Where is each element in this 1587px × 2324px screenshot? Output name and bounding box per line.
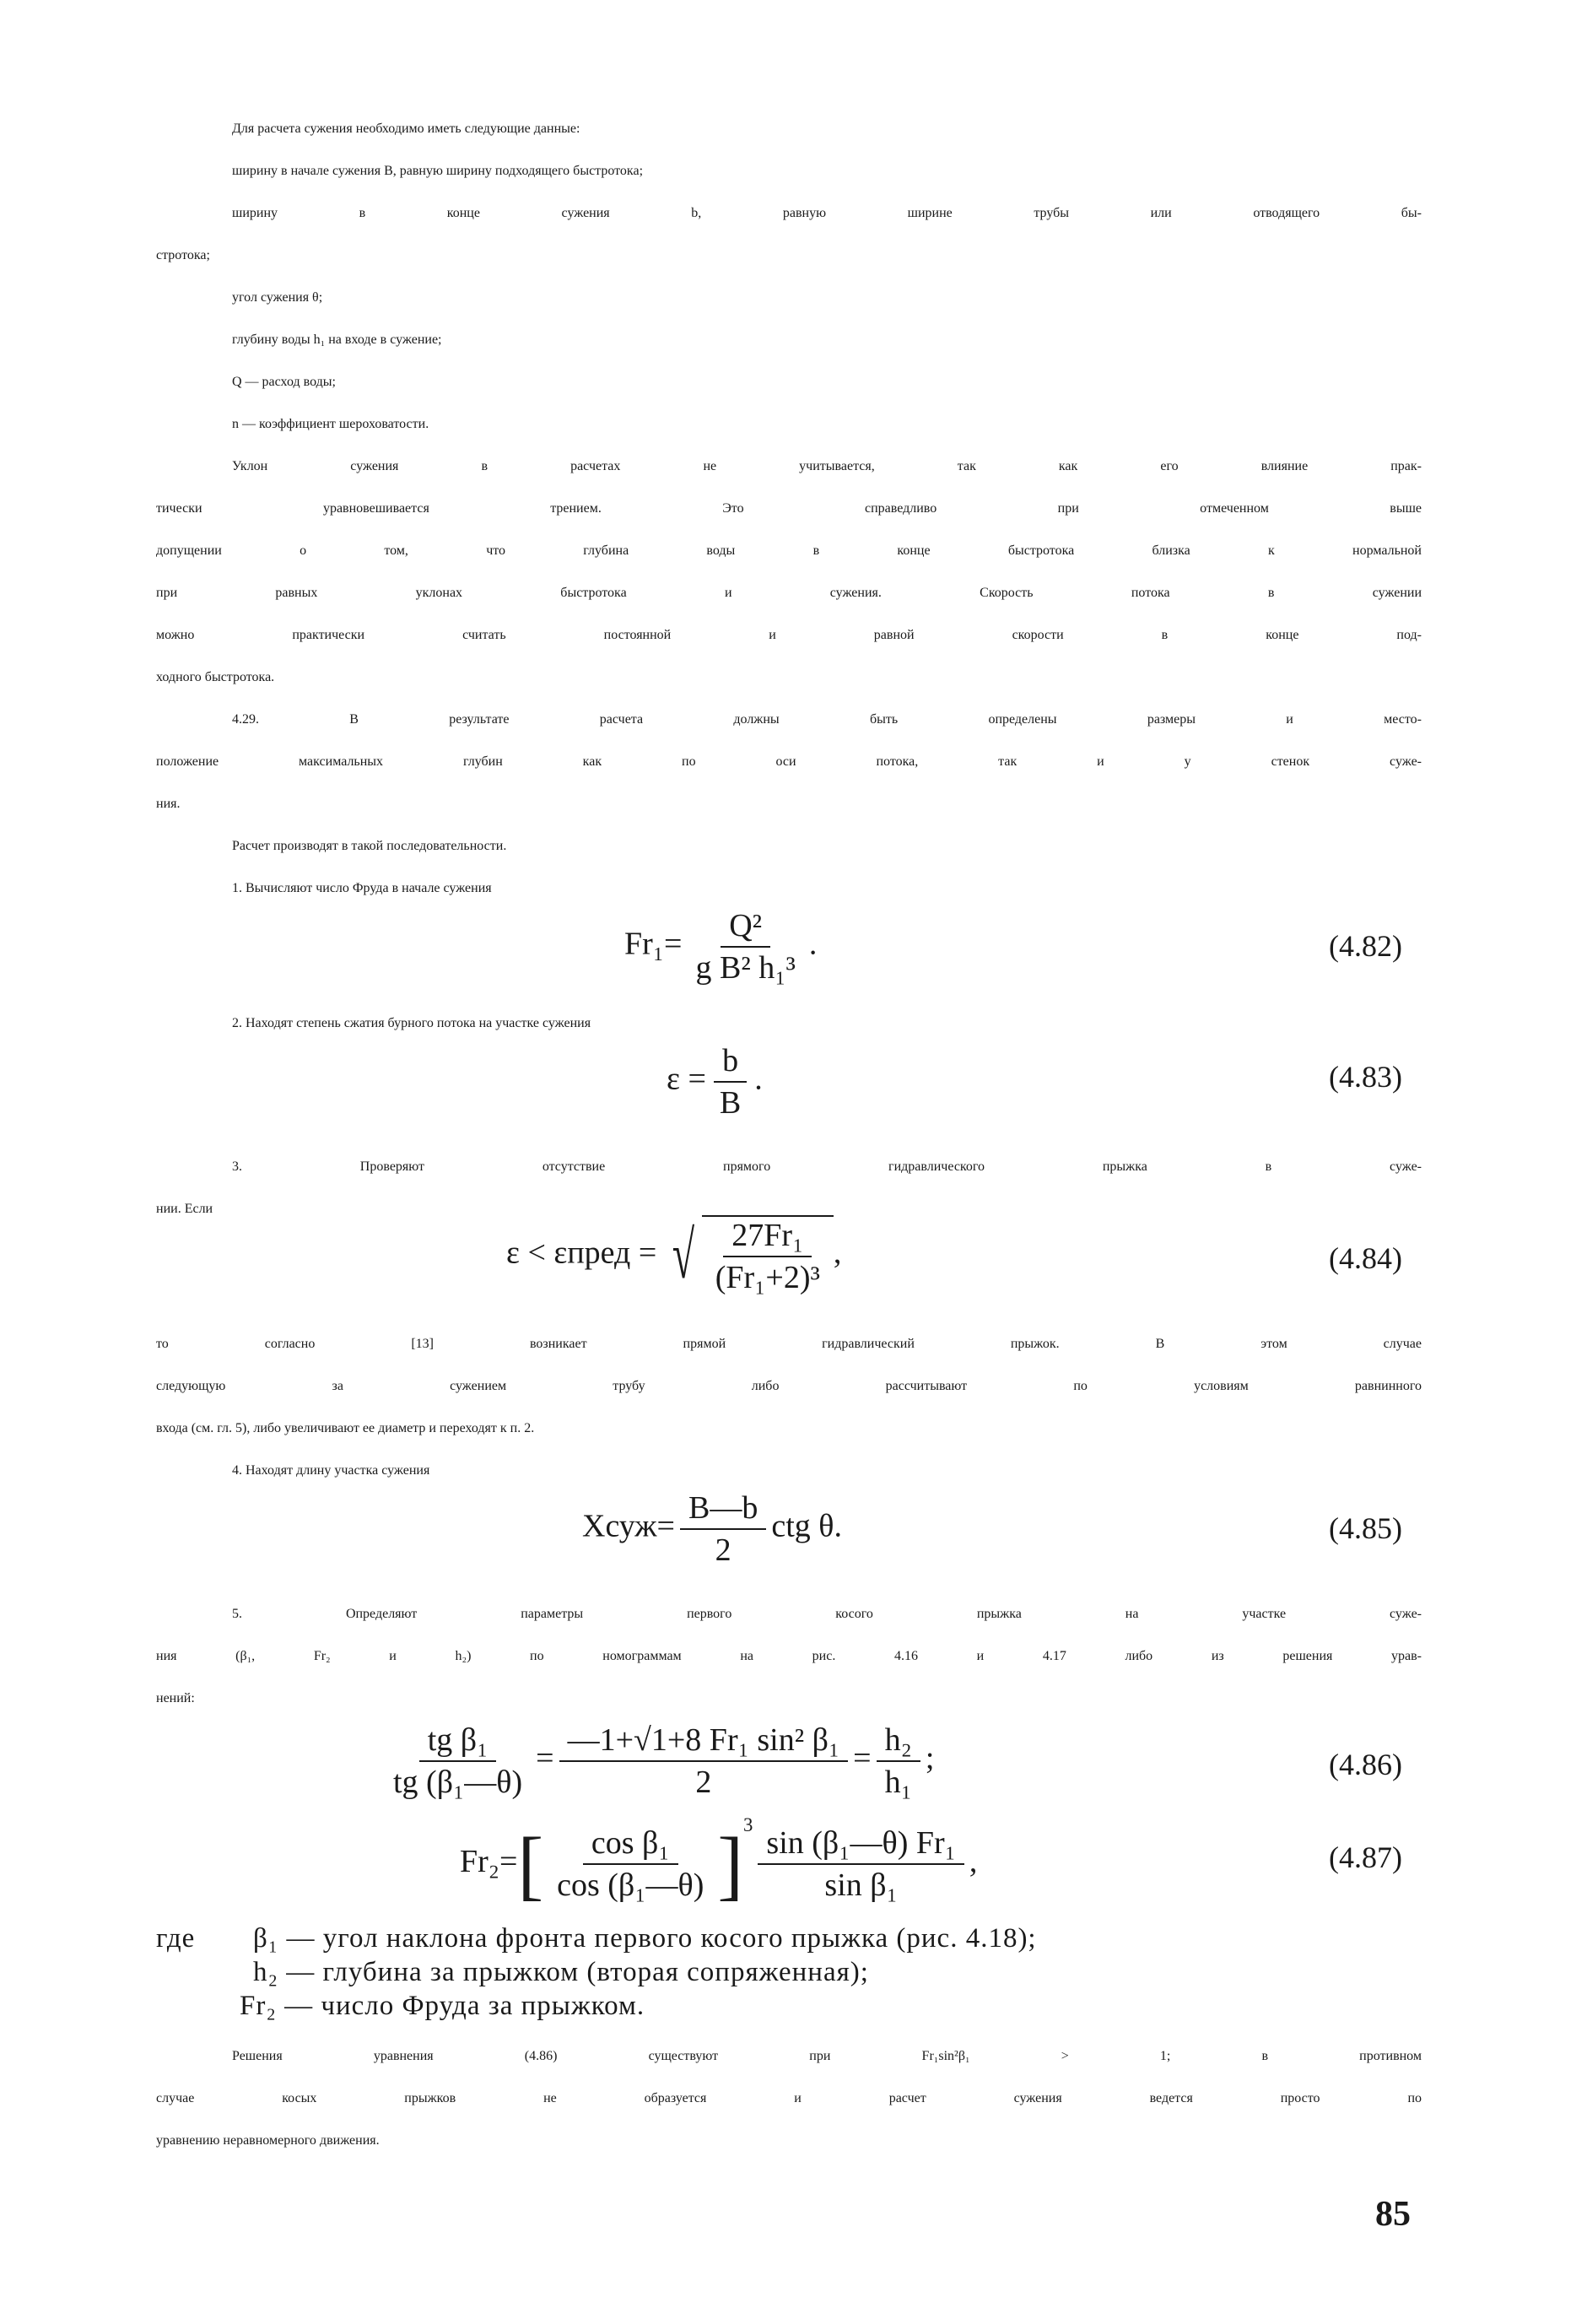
fraction: [385, 1721, 531, 1801]
text-line: Решения уравнения (4.86) существуют при Fr₁sin²β₁ > 1; в противном: [232, 2049, 1422, 2063]
numerator: tg β₁: [419, 1721, 497, 1762]
fraction: [707, 1217, 829, 1296]
numerator: sin (β₁—θ) Fr₁: [758, 1824, 964, 1865]
numerator: —1+√1+8 Fr₁ sin² β₁: [559, 1721, 849, 1762]
text-line: при равных уклонах быстротока и сужения. Скорость потока в сужении: [156, 586, 1422, 600]
fraction: [680, 1489, 766, 1569]
numerator: h₂: [877, 1721, 920, 1762]
text-line: нии. Если: [156, 1202, 213, 1216]
formula-tail: .: [754, 1061, 763, 1097]
text-line: входа (см. гл. 5), либо увеличивают ее диаметр и переходят к п. 2.: [156, 1421, 535, 1435]
text-line: можно практически считать постоянной и равной скорости в конце под-: [156, 628, 1422, 642]
text-line: ширину в конце сужения b, равную ширине трубы или отводящего бы-: [232, 206, 1422, 220]
text-line: 1. Вычисляют число Фруда в начале сужения: [232, 881, 492, 895]
equation-number: (4.85): [1329, 1511, 1402, 1545]
text-line: положение максимальных глубин как по оси потока, так и у стенок суже-: [156, 754, 1422, 769]
formula-tail: ,: [969, 1844, 978, 1879]
fraction: [548, 1824, 712, 1904]
text-line: ширину в начале сужения B, равную ширину подходящего быстротока;: [232, 164, 644, 178]
text-line: Для расчета сужения необходимо иметь следующие данные:: [232, 122, 580, 136]
numerator: cos β₁: [583, 1824, 678, 1865]
text-line: ния.: [156, 797, 181, 811]
formula-lhs: Fr₁=: [624, 926, 683, 962]
text-line: то согласно [13] возникает прямой гидравлический прыжок. В этом случае: [156, 1337, 1422, 1351]
text-line: уравнению неравномерного движения.: [156, 2133, 380, 2148]
note-line: h₂ — глубина за прыжком (вторая сопряженная);: [253, 1957, 869, 1987]
formula-tail: ;: [925, 1740, 935, 1776]
formula-lhs: Fr₂=: [460, 1844, 518, 1879]
formula-4-86: [380, 1721, 934, 1801]
fraction: [877, 1721, 920, 1801]
text-line: нений:: [156, 1691, 195, 1705]
numerator: b: [714, 1042, 747, 1083]
numerator: B—b: [680, 1489, 766, 1530]
denominator: tg (β₁—θ): [393, 1765, 523, 1800]
equals-sign: =: [853, 1740, 872, 1776]
text-line: 2. Находят степень сжатия бурного потока на участке сужения: [232, 1016, 591, 1030]
text-line: глубину воды h₁ на входе в сужение;: [232, 332, 442, 347]
left-bracket: [: [517, 1821, 544, 1908]
fraction: [711, 1042, 749, 1121]
equals-sign: =: [536, 1740, 554, 1776]
denominator: h₁: [884, 1765, 912, 1800]
equation-number: (4.87): [1329, 1840, 1402, 1874]
denominator: B: [719, 1085, 742, 1121]
text-line: случае косых прыжков не образуется и расчет сужения ведется просто по: [156, 2091, 1422, 2105]
fraction: [687, 907, 803, 986]
formula-lhs: Xсуж=: [582, 1508, 675, 1544]
page-number: 85: [1375, 2195, 1411, 2234]
text-line: стротока;: [156, 248, 210, 262]
text-line: Q — расход воды;: [232, 375, 336, 389]
formula-tail: ,: [833, 1235, 842, 1271]
text-line: 3. Проверяют отсутствие прямого гидравлического прыжка в суже-: [232, 1159, 1422, 1174]
note-line: β₁ — угол наклона фронта первого косого прыжка (рис. 4.18);: [253, 1923, 1037, 1954]
formula-tail: .: [808, 926, 818, 962]
equation-number: (4.82): [1329, 929, 1402, 963]
text-line: 4. Находят длину участка сужения: [232, 1463, 430, 1478]
text-line: 4.29. В результате расчета должны быть определены размеры и место-: [232, 712, 1422, 727]
text-line: ния (β₁, Fr₂ и h₂) по номограммам на рис. 4.16 и 4.17 либо из решения урав-: [156, 1649, 1422, 1663]
formula-4-82: [624, 907, 817, 986]
formula-4-87: [460, 1814, 978, 1908]
text-line: ходного быстротока.: [156, 670, 275, 684]
right-bracket: ]: [717, 1821, 743, 1908]
text-line: Уклон сужения в расчетах не учитывается, так как его влияние прак-: [232, 459, 1422, 473]
denominator: sin β₁: [824, 1867, 898, 1904]
denominator: (Fr₁+2)³: [715, 1260, 820, 1295]
text-line: угол сужения θ;: [232, 290, 323, 305]
formula-4-84: [506, 1215, 841, 1296]
fraction: [758, 1824, 964, 1904]
formula-4-83: [667, 1042, 763, 1121]
text-line: тически уравновешивается трением. Это справедливо при отмеченном выше: [156, 501, 1422, 516]
equation-number: (4.84): [1329, 1241, 1402, 1275]
fraction: [559, 1721, 849, 1801]
formula-lhs: ε < εпред =: [506, 1235, 657, 1271]
equation-number: (4.86): [1329, 1748, 1402, 1781]
text-line: следующую за сужением трубу либо рассчитывают по условиям равнинного: [156, 1379, 1422, 1393]
denominator: cos (β₁—θ): [557, 1867, 704, 1904]
denominator: 2: [695, 1765, 712, 1800]
denominator: g B² h₁³: [695, 950, 796, 986]
text-line: n — коэффициент шероховатости.: [232, 417, 429, 431]
formula-lhs: ε =: [667, 1061, 706, 1097]
formula-tail: ctg θ.: [771, 1508, 842, 1544]
note-line: Fr₂ — число Фруда за прыжком.: [240, 1991, 645, 2021]
radical-sign: √: [672, 1219, 694, 1293]
note-where: где: [156, 1923, 196, 1954]
denominator: 2: [715, 1532, 731, 1568]
text-line: Расчет производят в такой последовательности.: [232, 839, 507, 853]
formula-4-85: [582, 1489, 842, 1569]
numerator: Q²: [721, 907, 770, 948]
numerator: 27Fr₁: [723, 1217, 812, 1257]
equation-number: (4.83): [1329, 1060, 1402, 1094]
text-line: 5. Определяют параметры первого косого прыжка на участке суже-: [232, 1607, 1422, 1621]
square-root: [665, 1215, 834, 1296]
text-line: допущении о том, что глубина воды в конце быстротока близка к нормальной: [156, 543, 1422, 558]
exponent: 3: [743, 1814, 753, 1835]
